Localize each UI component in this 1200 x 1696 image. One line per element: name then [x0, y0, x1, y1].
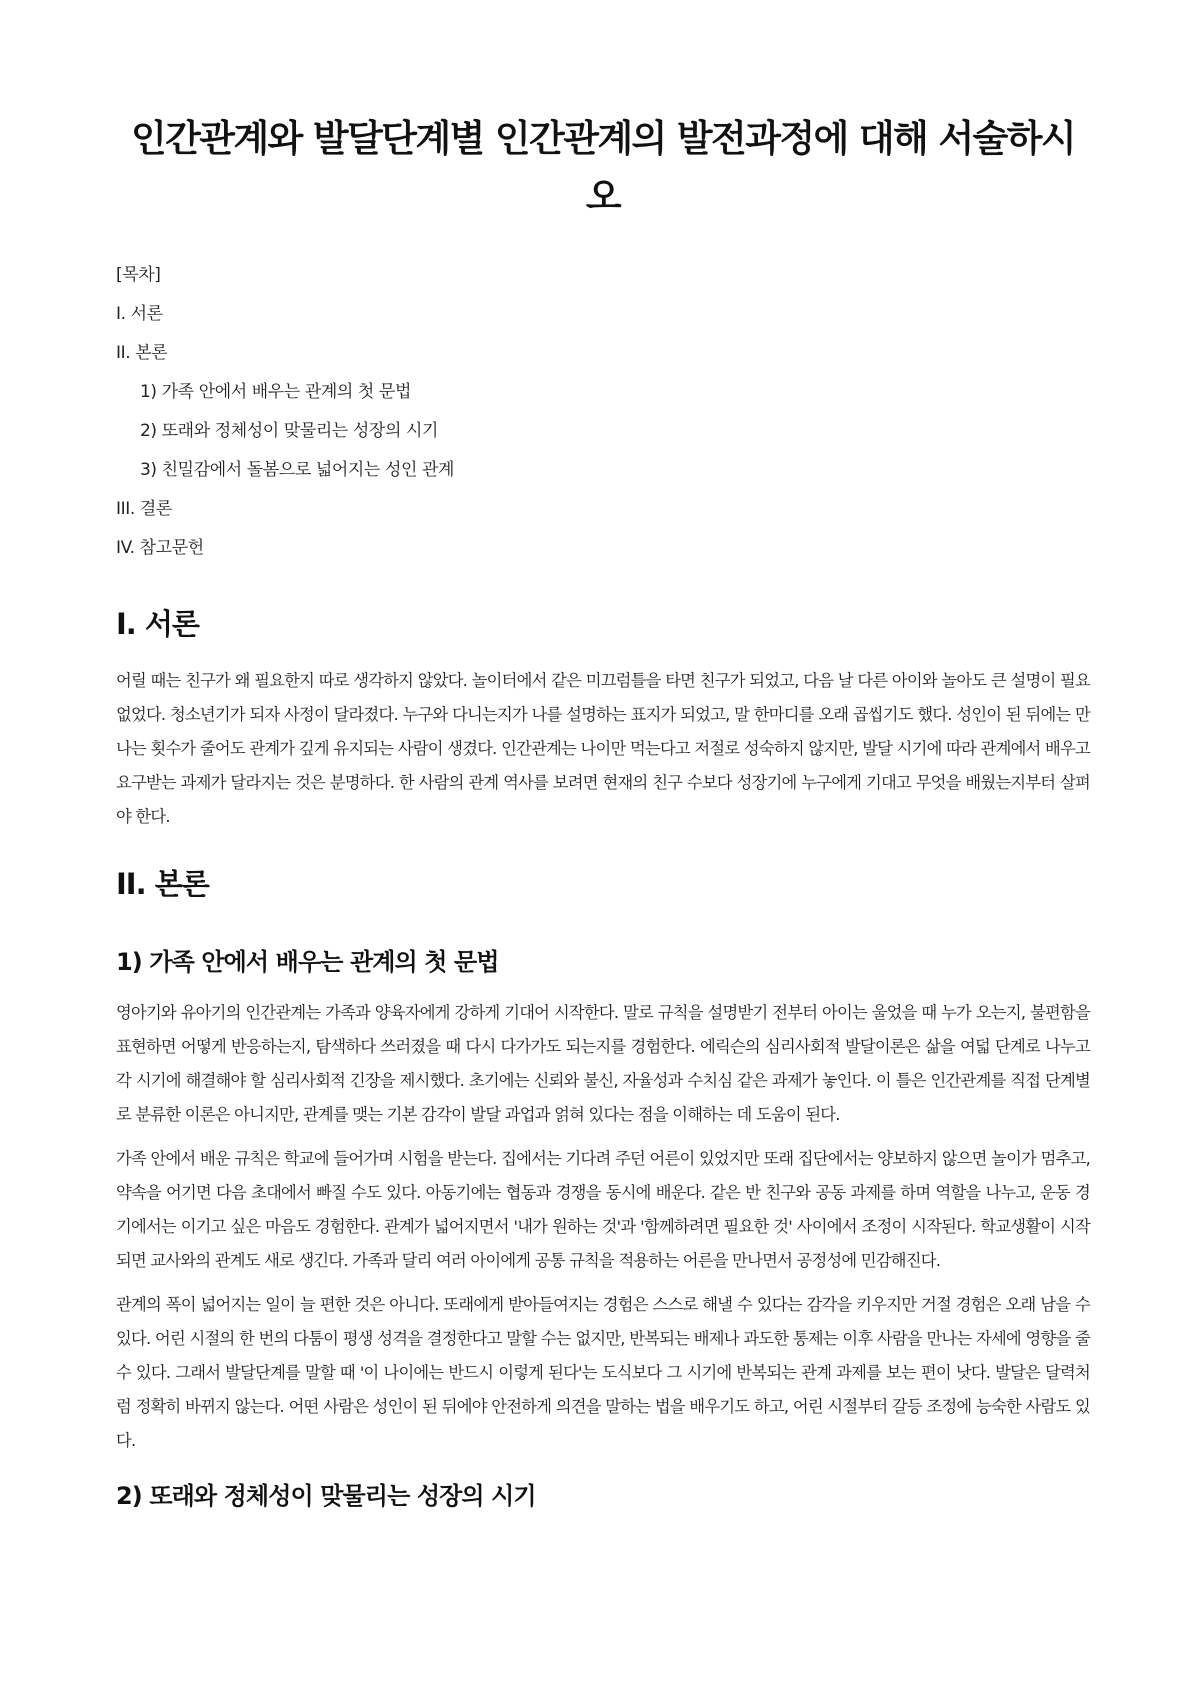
- body-section1-paragraph-3: 관계의 폭이 넓어지는 일이 늘 편한 것은 아니다. 또래에게 받아들여지는 경험은 스스로 해낼 수 있다는 감각을 키우지만 거절 경험은 오래 남을 수 있다. 어린 시절의 한 번의 다툼이 평생 성격을 결정한다고 말할 수는 없지만, 반복되는 배제나 과도한 통제는 이후 사람을 만나는 자세에 영향을 줄 수 있다. 그래서 발달단계를 말할 때 '이 나이에는 반드시 이렇게 된다'는 도식보다 그 시기에 반복되는 관계 과제를 보는 편이 낫다. 발달은 달력처럼 정확히 바뀌지 않는다. 어떤 사람은 성인이 된 뒤에야 안전하게 의견을 말하는 법을 배우기도 하고, 어린 시절부터 갈등 조정에 능숙한 사람도 있다.: [116, 1295, 1090, 1450]
- body-section1-heading: 1) 가족 안에서 배우는 관계의 첫 문법: [116, 948, 499, 976]
- toc-item-body-1: 1) 가족 안에서 배우는 관계의 첫 문법: [140, 382, 411, 402]
- table-of-contents: [116, 256, 1090, 568]
- toc-item-body: II. 본론: [116, 343, 168, 363]
- toc-heading: [목차]: [116, 265, 161, 285]
- body-section2-heading: 2) 또래와 정체성이 맞물리는 성장의 시기: [116, 1482, 536, 1510]
- intro-paragraph: 어릴 때는 친구가 왜 필요한지 따로 생각하지 않았다. 놀이터에서 같은 미끄럼틀을 타면 친구가 되었고, 다음 날 다른 아이와 놀아도 큰 설명이 필요 없었다. 청소년기가 되자 사정이 달라졌다. 누구와 다니는지가 나를 설명하는 표지가 되었고, 말 한마디를 오래 곱씹기도 했다. 성인이 된 뒤에는 만나는 횟수가 줄어도 관계가 깊게 유지되는 사람이 생겼다. 인간관계는 나이만 먹는다고 저절로 성숙하지 않지만, 발달 시기에 따라 관계에서 배우고 요구받는 과제가 달라지는 것은 분명하다. 한 사람의 관계 역사를 보려면 현재의 친구 수보다 성장기에 누구에게 기대고 무엇을 배웠는지부터 살펴야 한다.: [116, 671, 1090, 826]
- document-title: 인간관계와 발달단계별 인간관계의 발전과정에 대해 서술하시오: [130, 117, 1076, 218]
- toc-item-body-2: 2) 또래와 정체성이 맞물리는 성장의 시기: [140, 421, 439, 441]
- body-heading: II. 본론: [116, 867, 209, 901]
- intro-heading: I. 서론: [116, 607, 199, 641]
- toc-item-intro: I. 서론: [116, 304, 163, 324]
- toc-item-references: IV. 참고문헌: [116, 538, 204, 558]
- body-section1-paragraph-1: 영아기와 유아기의 인간관계는 가족과 양육자에게 강하게 기대어 시작한다. 말로 규칙을 설명받기 전부터 아이는 울었을 때 누가 오는지, 불편함을 표현하면 어떻게 반응하는지, 탐색하다 쓰러졌을 때 다시 다가가도 되는지를 경험한다. 에릭슨의 심리사회적 발달이론은 삶을 여덟 단계로 나누고 각 시기에 해결해야 할 심리사회적 긴장을 제시했다. 초기에는 신뢰와 불신, 자율성과 수치심 같은 과제가 놓인다. 이 틀은 인간관계를 직접 단계별로 분류한 이론은 아니지만, 관계를 맺는 기본 감각이 발달 과업과 얽혀 있다는 점을 이해하는 데 도움이 된다.: [116, 1003, 1090, 1124]
- body-section1-paragraph-2: 가족 안에서 배운 규칙은 학교에 들어가며 시험을 받는다. 집에서는 기다려 주던 어른이 있었지만 또래 집단에서는 양보하지 않으면 놀이가 멈추고, 약속을 어기면 다음 초대에서 빠질 수도 있다. 아동기에는 협동과 경쟁을 동시에 배운다. 같은 반 친구와 공동 과제를 하며 역할을 나누고, 운동 경기에서는 이기고 싶은 마음도 경험한다. 관계가 넓어지면서 '내가 원하는 것'과 '함께하려면 필요한 것' 사이에서 조정이 시작된다. 학교생활이 시작되면 교사와의 관계도 새로 생긴다. 가족과 달리 여러 아이에게 공통 규칙을 적용하는 어른을 만나면서 공정성에 민감해진다.: [116, 1149, 1090, 1270]
- toc-item-body-3: 3) 친밀감에서 돌봄으로 넓어지는 성인 관계: [140, 460, 455, 480]
- toc-item-conclusion: III. 결론: [116, 499, 172, 519]
